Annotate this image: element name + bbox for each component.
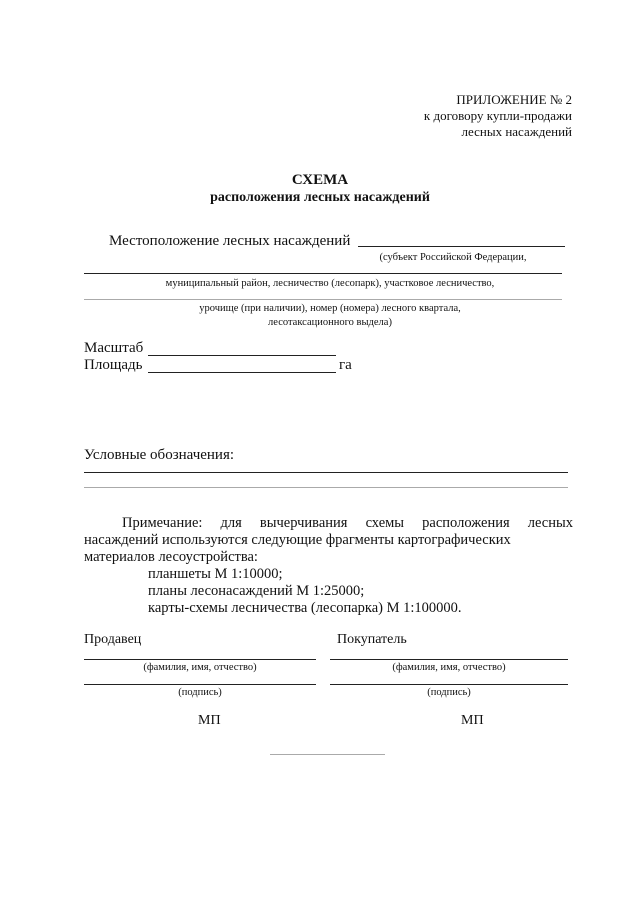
seller-name-hint: (фамилия, имя, отчество) — [143, 662, 257, 673]
buyer-stamp: МП — [461, 713, 484, 728]
annex-plantations: лесных насаждений — [461, 124, 572, 139]
seller-signature-hint: (подпись) — [178, 687, 222, 698]
area-unit: га — [339, 357, 352, 373]
seller-signature-field[interactable] — [84, 684, 316, 685]
scale-label: Масштаб — [84, 340, 144, 356]
note-text-last: материалов лесоустройства: — [84, 549, 258, 565]
annex-contract: к договору купли-продажи — [423, 108, 572, 123]
area-field[interactable] — [148, 372, 336, 373]
note-paragraph — [84, 515, 573, 566]
legend-label: Условные обозначения: — [84, 447, 235, 463]
buyer-signature-hint: (подпись) — [427, 687, 471, 698]
note-item-maps: карты-схемы лесничества (лесопарка) М 1:100000. — [148, 600, 462, 616]
annex-title: ПРИЛОЖЕНИЕ № 2 — [456, 92, 572, 107]
scale-field[interactable] — [148, 355, 336, 356]
document-subtitle: расположения лесных насаждений — [210, 190, 430, 205]
location-hint-section: лесотаксационного выдела) — [268, 317, 392, 328]
document-title: СХЕМА — [291, 172, 349, 188]
location-field-2[interactable] — [84, 273, 562, 274]
location-field-3[interactable] — [84, 299, 562, 300]
footer-divider — [270, 754, 385, 755]
buyer-name-hint: (фамилия, имя, отчество) — [392, 662, 506, 673]
buyer-name-field[interactable] — [330, 659, 568, 660]
buyer-signature-field[interactable] — [330, 684, 568, 685]
seller-name-field[interactable] — [84, 659, 316, 660]
area-label: Площадь — [84, 357, 143, 373]
seller-stamp: МП — [198, 713, 221, 728]
location-hint-subject: (субъект Российской Федерации, — [379, 252, 527, 263]
seller-label: Продавец — [84, 632, 142, 647]
location-hint-district: муниципальный район, лесничество (лесопарк), участковое лесничество, — [165, 278, 495, 289]
legend-field[interactable] — [84, 472, 568, 473]
legend-field-2[interactable] — [84, 487, 568, 488]
note-item-tablets: планшеты М 1:10000; — [148, 566, 283, 582]
location-field[interactable] — [358, 246, 565, 247]
location-label: Местоположение лесных насаждений — [109, 233, 351, 249]
note-list — [148, 566, 462, 617]
note-item-plans: планы лесонасаждений М 1:25000; — [148, 583, 365, 599]
note-text: Примечание: для вычерчивания схемы расположения лесных насаждений используются следующие фрагменты картографических — [84, 515, 573, 548]
buyer-label: Покупатель — [337, 632, 407, 647]
location-hint-tract: урочище (при наличии), номер (номера) лесного квартала, — [199, 303, 461, 314]
